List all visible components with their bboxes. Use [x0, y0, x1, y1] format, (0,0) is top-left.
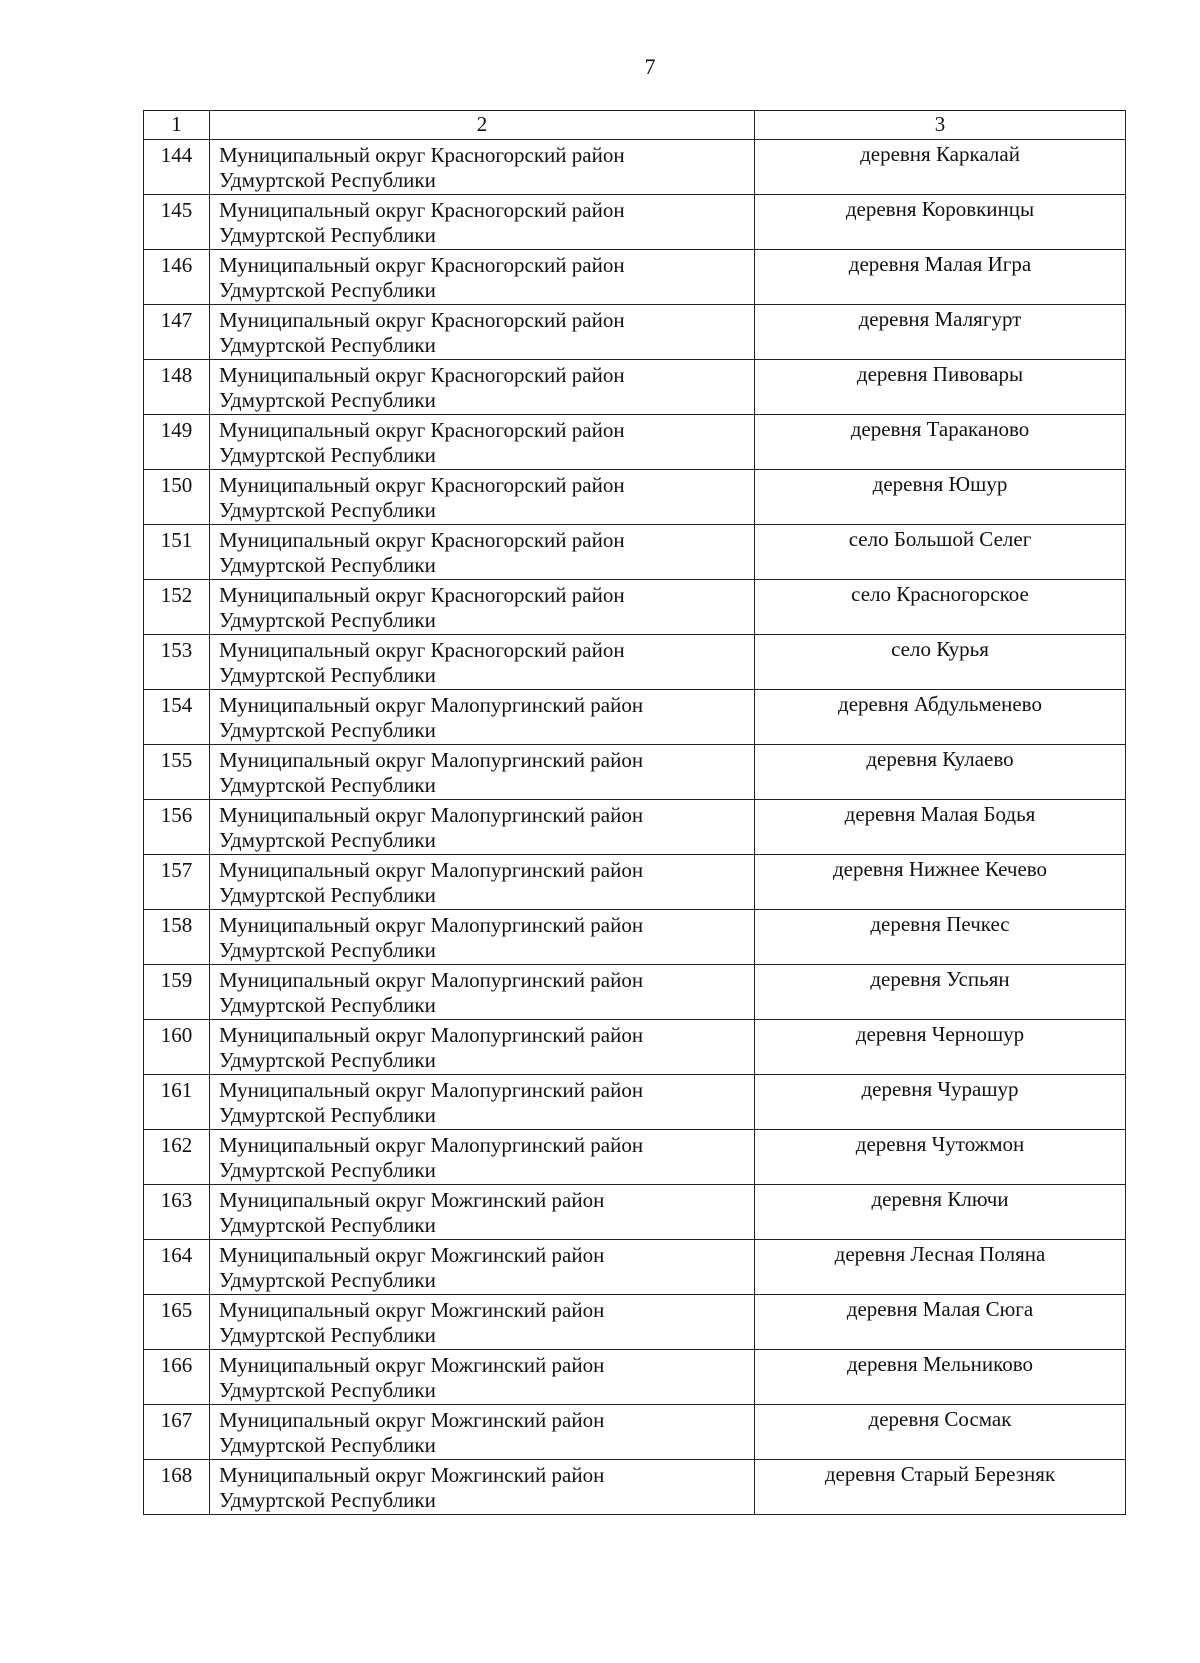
municipality-cell [210, 635, 755, 690]
row-number: 161 [144, 1075, 210, 1130]
row-number: 155 [144, 745, 210, 800]
table-row [144, 910, 1126, 965]
row-number: 165 [144, 1295, 210, 1350]
column-header-2: 2 [210, 111, 755, 140]
settlement-name: деревня Пивовары [755, 360, 1126, 415]
row-number: 157 [144, 855, 210, 910]
municipality-cell [210, 1350, 755, 1405]
table-row [144, 305, 1126, 360]
municipality-name: Муниципальный округ Красногорский район [219, 308, 625, 332]
municipality-name: Муниципальный округ Малопургинский район [219, 693, 644, 717]
republic-name: Удмуртской Республики [219, 333, 436, 357]
settlement-name: деревня Сосмак [755, 1405, 1126, 1460]
settlement-name: деревня Абдульменево [755, 690, 1126, 745]
table-row [144, 1295, 1126, 1350]
settlement-name: деревня Малая Бодья [755, 800, 1126, 855]
row-number: 152 [144, 580, 210, 635]
settlement-name: деревня Лесная Поляна [755, 1240, 1126, 1295]
republic-name: Удмуртской Республики [219, 1378, 436, 1402]
settlement-name: деревня Ключи [755, 1185, 1126, 1240]
row-number: 163 [144, 1185, 210, 1240]
table-row [144, 690, 1126, 745]
republic-name: Удмуртской Республики [219, 278, 436, 302]
table-row [144, 1350, 1126, 1405]
republic-name: Удмуртской Республики [219, 168, 436, 192]
municipality-name: Муниципальный округ Малопургинский район [219, 913, 644, 937]
republic-name: Удмуртской Республики [219, 1488, 436, 1512]
row-number: 144 [144, 140, 210, 195]
settlements-table [143, 110, 1126, 1515]
settlement-name: деревня Чутожмон [755, 1130, 1126, 1185]
republic-name: Удмуртской Республики [219, 388, 436, 412]
row-number: 168 [144, 1460, 210, 1515]
republic-name: Удмуртской Республики [219, 1103, 436, 1127]
municipality-cell [210, 250, 755, 305]
table-row [144, 195, 1126, 250]
table-row [144, 1460, 1126, 1515]
settlement-name: деревня Успьян [755, 965, 1126, 1020]
municipality-name: Муниципальный округ Красногорский район [219, 143, 625, 167]
republic-name: Удмуртской Республики [219, 773, 436, 797]
row-number: 153 [144, 635, 210, 690]
row-number: 146 [144, 250, 210, 305]
republic-name: Удмуртской Республики [219, 883, 436, 907]
municipality-name: Муниципальный округ Красногорский район [219, 583, 625, 607]
table-row [144, 635, 1126, 690]
table-row [144, 525, 1126, 580]
municipality-cell [210, 1460, 755, 1515]
municipality-name: Муниципальный округ Малопургинский район [219, 1023, 644, 1047]
row-number: 158 [144, 910, 210, 965]
table-row [144, 580, 1126, 635]
settlement-name: деревня Кулаево [755, 745, 1126, 800]
row-number: 149 [144, 415, 210, 470]
republic-name: Удмуртской Республики [219, 993, 436, 1017]
row-number: 151 [144, 525, 210, 580]
row-number: 162 [144, 1130, 210, 1185]
table-row [144, 250, 1126, 305]
row-number: 166 [144, 1350, 210, 1405]
table-row [144, 140, 1126, 195]
settlement-name: деревня Малая Игра [755, 250, 1126, 305]
municipality-cell [210, 360, 755, 415]
municipality-name: Муниципальный округ Малопургинский район [219, 858, 644, 882]
settlement-name: село Красногорское [755, 580, 1126, 635]
municipality-name: Муниципальный округ Красногорский район [219, 363, 625, 387]
settlement-name: деревня Мельниково [755, 1350, 1126, 1405]
municipality-cell [210, 1020, 755, 1075]
settlement-name: деревня Малягурт [755, 305, 1126, 360]
settlement-name: деревня Нижнее Кечево [755, 855, 1126, 910]
municipality-cell [210, 910, 755, 965]
table-row [144, 360, 1126, 415]
municipality-name: Муниципальный округ Можгинский район [219, 1243, 605, 1267]
republic-name: Удмуртской Республики [219, 498, 436, 522]
row-number: 148 [144, 360, 210, 415]
table-row [144, 470, 1126, 525]
settlement-name: деревня Коровкинцы [755, 195, 1126, 250]
table-row [144, 800, 1126, 855]
republic-name: Удмуртской Республики [219, 1213, 436, 1237]
republic-name: Удмуртской Республики [219, 1158, 436, 1182]
republic-name: Удмуртской Республики [219, 1048, 436, 1072]
table-row [144, 965, 1126, 1020]
table-row [144, 1185, 1126, 1240]
municipality-cell [210, 470, 755, 525]
table-header-row [144, 111, 1126, 140]
table-body [144, 140, 1126, 1515]
row-number: 154 [144, 690, 210, 745]
municipality-cell [210, 195, 755, 250]
municipality-cell [210, 855, 755, 910]
municipality-name: Муниципальный округ Можгинский район [219, 1298, 605, 1322]
settlement-name: деревня Чурашур [755, 1075, 1126, 1130]
row-number: 167 [144, 1405, 210, 1460]
republic-name: Удмуртской Республики [219, 1433, 436, 1457]
municipality-name: Муниципальный округ Можгинский район [219, 1463, 605, 1487]
municipality-name: Муниципальный округ Можгинский район [219, 1188, 605, 1212]
municipality-cell [210, 1240, 755, 1295]
municipality-name: Муниципальный округ Малопургинский район [219, 1133, 644, 1157]
table-row [144, 1240, 1126, 1295]
municipality-cell [210, 1075, 755, 1130]
municipality-name: Муниципальный округ Красногорский район [219, 253, 625, 277]
municipality-name: Муниципальный округ Малопургинский район [219, 803, 644, 827]
municipality-name: Муниципальный округ Можгинский район [219, 1353, 605, 1377]
municipality-cell [210, 1295, 755, 1350]
settlement-name: деревня Печкес [755, 910, 1126, 965]
row-number: 145 [144, 195, 210, 250]
row-number: 159 [144, 965, 210, 1020]
municipality-cell [210, 965, 755, 1020]
table-row [144, 1130, 1126, 1185]
municipality-name: Муниципальный округ Красногорский район [219, 418, 625, 442]
table-row [144, 1075, 1126, 1130]
republic-name: Удмуртской Республики [219, 1323, 436, 1347]
settlement-name: деревня Малая Сюга [755, 1295, 1126, 1350]
column-header-3: 3 [755, 111, 1126, 140]
table-row [144, 415, 1126, 470]
municipality-cell [210, 745, 755, 800]
table-row [144, 855, 1126, 910]
municipality-cell [210, 140, 755, 195]
republic-name: Удмуртской Республики [219, 828, 436, 852]
table-row [144, 745, 1126, 800]
municipality-cell [210, 415, 755, 470]
row-number: 160 [144, 1020, 210, 1075]
municipality-cell [210, 1185, 755, 1240]
municipality-cell [210, 1130, 755, 1185]
municipality-cell [210, 580, 755, 635]
municipality-name: Муниципальный округ Можгинский район [219, 1408, 605, 1432]
municipality-cell [210, 305, 755, 360]
row-number: 147 [144, 305, 210, 360]
municipality-name: Муниципальный округ Красногорский район [219, 638, 625, 662]
row-number: 164 [144, 1240, 210, 1295]
municipality-cell [210, 525, 755, 580]
page-number: 7 [644, 54, 656, 79]
settlement-name: деревня Черношур [755, 1020, 1126, 1075]
municipality-name: Муниципальный округ Малопургинский район [219, 1078, 644, 1102]
municipality-name: Муниципальный округ Малопургинский район [219, 968, 644, 992]
row-number: 156 [144, 800, 210, 855]
column-header-1: 1 [144, 111, 210, 140]
settlement-name: деревня Тараканово [755, 415, 1126, 470]
municipality-cell [210, 690, 755, 745]
municipality-cell [210, 1405, 755, 1460]
table-row [144, 1020, 1126, 1075]
settlement-name: деревня Юшур [755, 470, 1126, 525]
settlement-name: село Большой Селег [755, 525, 1126, 580]
settlement-name: село Курья [755, 635, 1126, 690]
table-row [144, 1405, 1126, 1460]
republic-name: Удмуртской Республики [219, 1268, 436, 1292]
municipality-name: Муниципальный округ Красногорский район [219, 473, 625, 497]
municipality-name: Муниципальный округ Красногорский район [219, 528, 625, 552]
municipality-name: Муниципальный округ Малопургинский район [219, 748, 644, 772]
republic-name: Удмуртской Республики [219, 608, 436, 632]
settlement-name: деревня Старый Березняк [755, 1460, 1126, 1515]
settlement-name: деревня Каркалай [755, 140, 1126, 195]
republic-name: Удмуртской Республики [219, 718, 436, 742]
republic-name: Удмуртской Республики [219, 443, 436, 467]
republic-name: Удмуртской Республики [219, 663, 436, 687]
row-number: 150 [144, 470, 210, 525]
republic-name: Удмуртской Республики [219, 223, 436, 247]
municipality-cell [210, 800, 755, 855]
republic-name: Удмуртской Республики [219, 553, 436, 577]
republic-name: Удмуртской Республики [219, 938, 436, 962]
municipality-name: Муниципальный округ Красногорский район [219, 198, 625, 222]
